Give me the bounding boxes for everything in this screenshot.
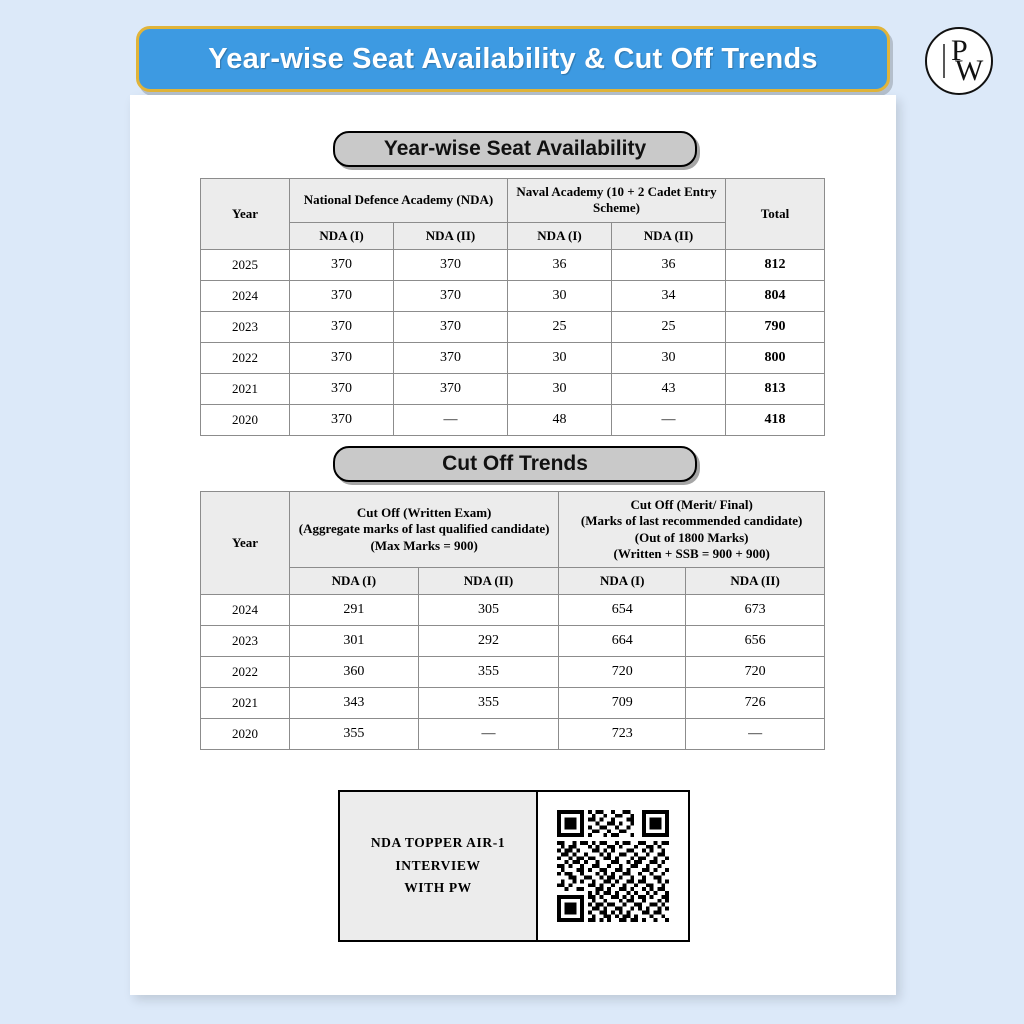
table-row bbox=[201, 311, 825, 342]
cell-written-nda1: 291 bbox=[290, 595, 419, 626]
cell-merit-nda1: 709 bbox=[559, 688, 686, 719]
cell-merit-nda2: 673 bbox=[686, 595, 825, 626]
cell-nda1: 370 bbox=[290, 342, 394, 373]
cell-merit-nda2: 720 bbox=[686, 657, 825, 688]
pw-logo bbox=[922, 24, 996, 98]
qr-promo-card[interactable] bbox=[338, 790, 690, 942]
cell-written-nda2: 355 bbox=[418, 688, 559, 719]
cell-merit-nda2: 726 bbox=[686, 688, 825, 719]
cell-na1: 30 bbox=[507, 373, 611, 404]
cell-nda1: 370 bbox=[290, 373, 394, 404]
cell-total: 804 bbox=[726, 280, 825, 311]
table-header-row bbox=[201, 179, 825, 223]
column-header-na-2: NDA (II) bbox=[612, 222, 726, 249]
cell-written-nda2: — bbox=[418, 719, 559, 750]
table-row bbox=[201, 280, 825, 311]
column-group-header-written bbox=[290, 492, 559, 568]
cell-nda2: 370 bbox=[394, 342, 508, 373]
cut-off-trends-table bbox=[200, 491, 825, 750]
cell-written-nda2: 292 bbox=[418, 626, 559, 657]
cell-nda2: 370 bbox=[394, 373, 508, 404]
cell-merit-nda1: 664 bbox=[559, 626, 686, 657]
table-row bbox=[201, 404, 825, 435]
cell-total: 813 bbox=[726, 373, 825, 404]
table-row bbox=[201, 626, 825, 657]
svg-text:W: W bbox=[955, 54, 984, 87]
cell-na1: 30 bbox=[507, 342, 611, 373]
qr-promo-text bbox=[340, 792, 538, 940]
cell-nda2: — bbox=[394, 404, 508, 435]
column-header-written-nda-1: NDA (I) bbox=[290, 568, 419, 595]
table-row bbox=[201, 657, 825, 688]
seat-availability-table bbox=[200, 178, 825, 436]
cell-year: 2025 bbox=[201, 249, 290, 280]
cell-written-nda1: 355 bbox=[290, 719, 419, 750]
cell-nda2: 370 bbox=[394, 249, 508, 280]
svg-text:P: P bbox=[951, 34, 968, 67]
cell-na2: 43 bbox=[612, 373, 726, 404]
cell-written-nda2: 355 bbox=[418, 657, 559, 688]
cell-nda1: 370 bbox=[290, 311, 394, 342]
merit-header-line2: (Marks of last recommended candidate) bbox=[580, 513, 803, 529]
table-row bbox=[201, 249, 825, 280]
column-group-header-naval-academy: Naval Academy (10 + 2 Cadet Entry Scheme) bbox=[507, 179, 725, 223]
cell-merit-nda1: 720 bbox=[559, 657, 686, 688]
content-sheet bbox=[130, 95, 896, 995]
merit-header-line1: Cut Off (Merit/ Final) bbox=[630, 497, 753, 512]
column-group-header-merit bbox=[559, 492, 825, 568]
cell-year: 2023 bbox=[201, 626, 290, 657]
column-header-merit-nda-1: NDA (I) bbox=[559, 568, 686, 595]
qr-promo-line-2: INTERVIEW bbox=[395, 857, 481, 873]
cell-nda2: 370 bbox=[394, 280, 508, 311]
table-subheader-row bbox=[201, 568, 825, 595]
column-group-header-nda: National Defence Academy (NDA) bbox=[290, 179, 508, 223]
table-row bbox=[201, 342, 825, 373]
cell-na2: — bbox=[612, 404, 726, 435]
table-row bbox=[201, 688, 825, 719]
table-row bbox=[201, 719, 825, 750]
cell-merit-nda2: 656 bbox=[686, 626, 825, 657]
cell-merit-nda1: 723 bbox=[559, 719, 686, 750]
cell-na2: 25 bbox=[612, 311, 726, 342]
page-title-text: Year-wise Seat Availability & Cut Off Trends bbox=[208, 42, 818, 75]
cell-year: 2024 bbox=[201, 595, 290, 626]
section-heading-cut-off-trends-text: Cut Off Trends bbox=[442, 452, 588, 475]
cell-merit-nda1: 654 bbox=[559, 595, 686, 626]
cell-year: 2023 bbox=[201, 311, 290, 342]
cell-nda1: 370 bbox=[290, 280, 394, 311]
cell-year: 2021 bbox=[201, 373, 290, 404]
column-header-year: Year bbox=[201, 179, 290, 250]
cell-written-nda2: 305 bbox=[418, 595, 559, 626]
section-heading-cut-off-trends bbox=[333, 446, 697, 482]
cell-nda2: 370 bbox=[394, 311, 508, 342]
table-row bbox=[201, 373, 825, 404]
column-header-written-nda-2: NDA (II) bbox=[418, 568, 559, 595]
cell-written-nda1: 360 bbox=[290, 657, 419, 688]
cell-na2: 34 bbox=[612, 280, 726, 311]
cell-year: 2021 bbox=[201, 688, 290, 719]
cell-written-nda1: 343 bbox=[290, 688, 419, 719]
cell-na1: 30 bbox=[507, 280, 611, 311]
cell-merit-nda2: — bbox=[686, 719, 825, 750]
column-header-total: Total bbox=[726, 179, 825, 250]
table-row bbox=[201, 595, 825, 626]
cell-year: 2022 bbox=[201, 657, 290, 688]
cell-na2: 36 bbox=[612, 249, 726, 280]
cell-total: 800 bbox=[726, 342, 825, 373]
qr-promo-line-1: NDA TOPPER AIR-1 bbox=[370, 834, 506, 850]
qr-promo-line-3: WITH PW bbox=[404, 880, 472, 896]
cell-nda1: 370 bbox=[290, 249, 394, 280]
cell-written-nda1: 301 bbox=[290, 626, 419, 657]
cell-year: 2022 bbox=[201, 342, 290, 373]
qr-code-icon[interactable] bbox=[538, 792, 688, 940]
cell-na2: 30 bbox=[612, 342, 726, 373]
merit-header-line4: (Written + SSB = 900 + 900) bbox=[613, 545, 770, 561]
section-heading-seat-availability-text: Year-wise Seat Availability bbox=[383, 137, 647, 160]
cell-total: 418 bbox=[726, 404, 825, 435]
cell-na1: 36 bbox=[507, 249, 611, 280]
table-header-row bbox=[201, 492, 825, 568]
cell-year: 2020 bbox=[201, 719, 290, 750]
written-header-line2: (Aggregate marks of last qualified candidate) bbox=[298, 521, 550, 537]
poster-header bbox=[136, 26, 984, 90]
section-heading-seat-availability bbox=[333, 131, 697, 167]
cell-total: 790 bbox=[726, 311, 825, 342]
cell-nda1: 370 bbox=[290, 404, 394, 435]
column-header-year: Year bbox=[201, 492, 290, 595]
merit-header-line3: (Out of 1800 Marks) bbox=[634, 529, 749, 545]
column-header-nda-2: NDA (II) bbox=[394, 222, 508, 249]
cell-na1: 25 bbox=[507, 311, 611, 342]
cell-na1: 48 bbox=[507, 404, 611, 435]
page-title bbox=[136, 26, 890, 92]
column-header-merit-nda-2: NDA (II) bbox=[686, 568, 825, 595]
cell-total: 812 bbox=[726, 249, 825, 280]
written-header-line1: Cut Off (Written Exam) bbox=[356, 505, 492, 521]
written-header-line3: (Max Marks = 900) bbox=[370, 537, 478, 553]
cell-year: 2020 bbox=[201, 404, 290, 435]
cell-year: 2024 bbox=[201, 280, 290, 311]
column-header-na-1: NDA (I) bbox=[507, 222, 611, 249]
column-header-nda-1: NDA (I) bbox=[290, 222, 394, 249]
